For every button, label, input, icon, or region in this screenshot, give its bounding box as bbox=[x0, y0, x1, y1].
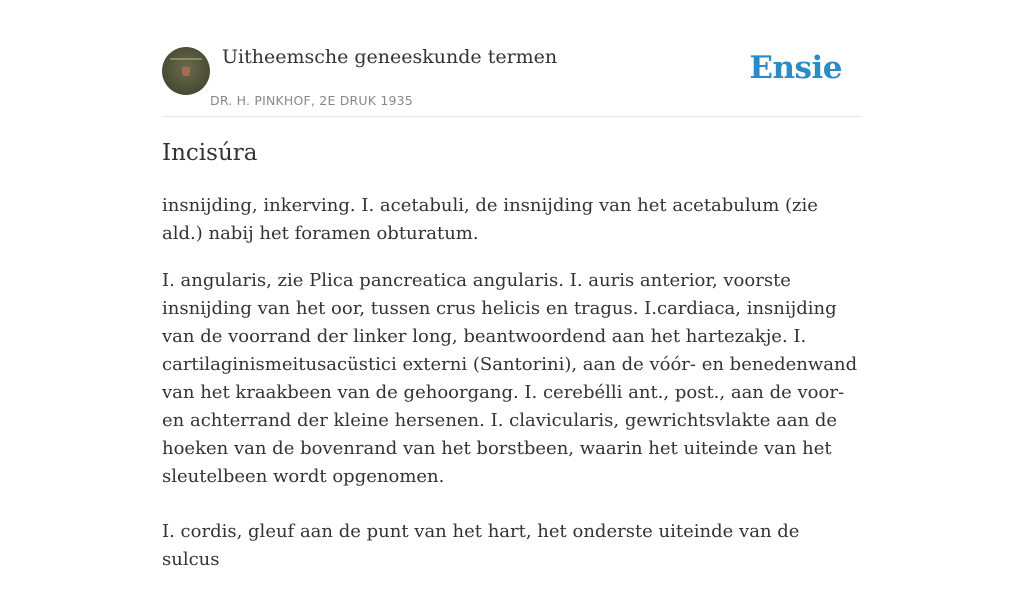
cover-emblem-icon bbox=[182, 67, 190, 76]
book-title[interactable]: Uitheemsche geneeskunde termen bbox=[222, 46, 558, 68]
book-subtitle: DR. H. PINKHOF, 2E DRUK 1935 bbox=[210, 93, 413, 108]
entry-content bbox=[162, 192, 862, 593]
cover-band bbox=[170, 58, 202, 60]
entry-term: Incisúra bbox=[162, 140, 258, 166]
page-header bbox=[162, 0, 862, 117]
book-cover-avatar[interactable] bbox=[162, 47, 210, 95]
entry-paragraph: I. angularis, zie Plica pancreatica angularis. I. auris anterior, voorste insnijding van het oor, tussen crus helicis en tragus. I.cardiaca, insnijding van de voorrand der linker long, beantwoordend aan het hartezakje. I. cartilaginismeitusacüstici externi (Santorini), aan de vóór- en benedenwand van het kraakbeen van de gehoorgang. I. cerebélli ant., post., aan de voor- en achterrand der kleine hersenen. I. clavicularis, gewrichtsvlakte aan de hoeken van de bovenrand van het borstbeen, waarin het uiteinde van het sleutelbeen wordt opgenomen. bbox=[162, 270, 858, 487]
entry-paragraph: insnijding, inkerving. I. acetabuli, de insnijding van het acetabulum (zie ald.) nabij het foramen obturatum. bbox=[162, 195, 818, 244]
ensie-logo[interactable]: Ensie bbox=[749, 50, 842, 86]
entry-paragraph: I. cordis, gleuf aan de punt van het hart, het onderste uiteinde van de sulcus bbox=[162, 521, 800, 570]
